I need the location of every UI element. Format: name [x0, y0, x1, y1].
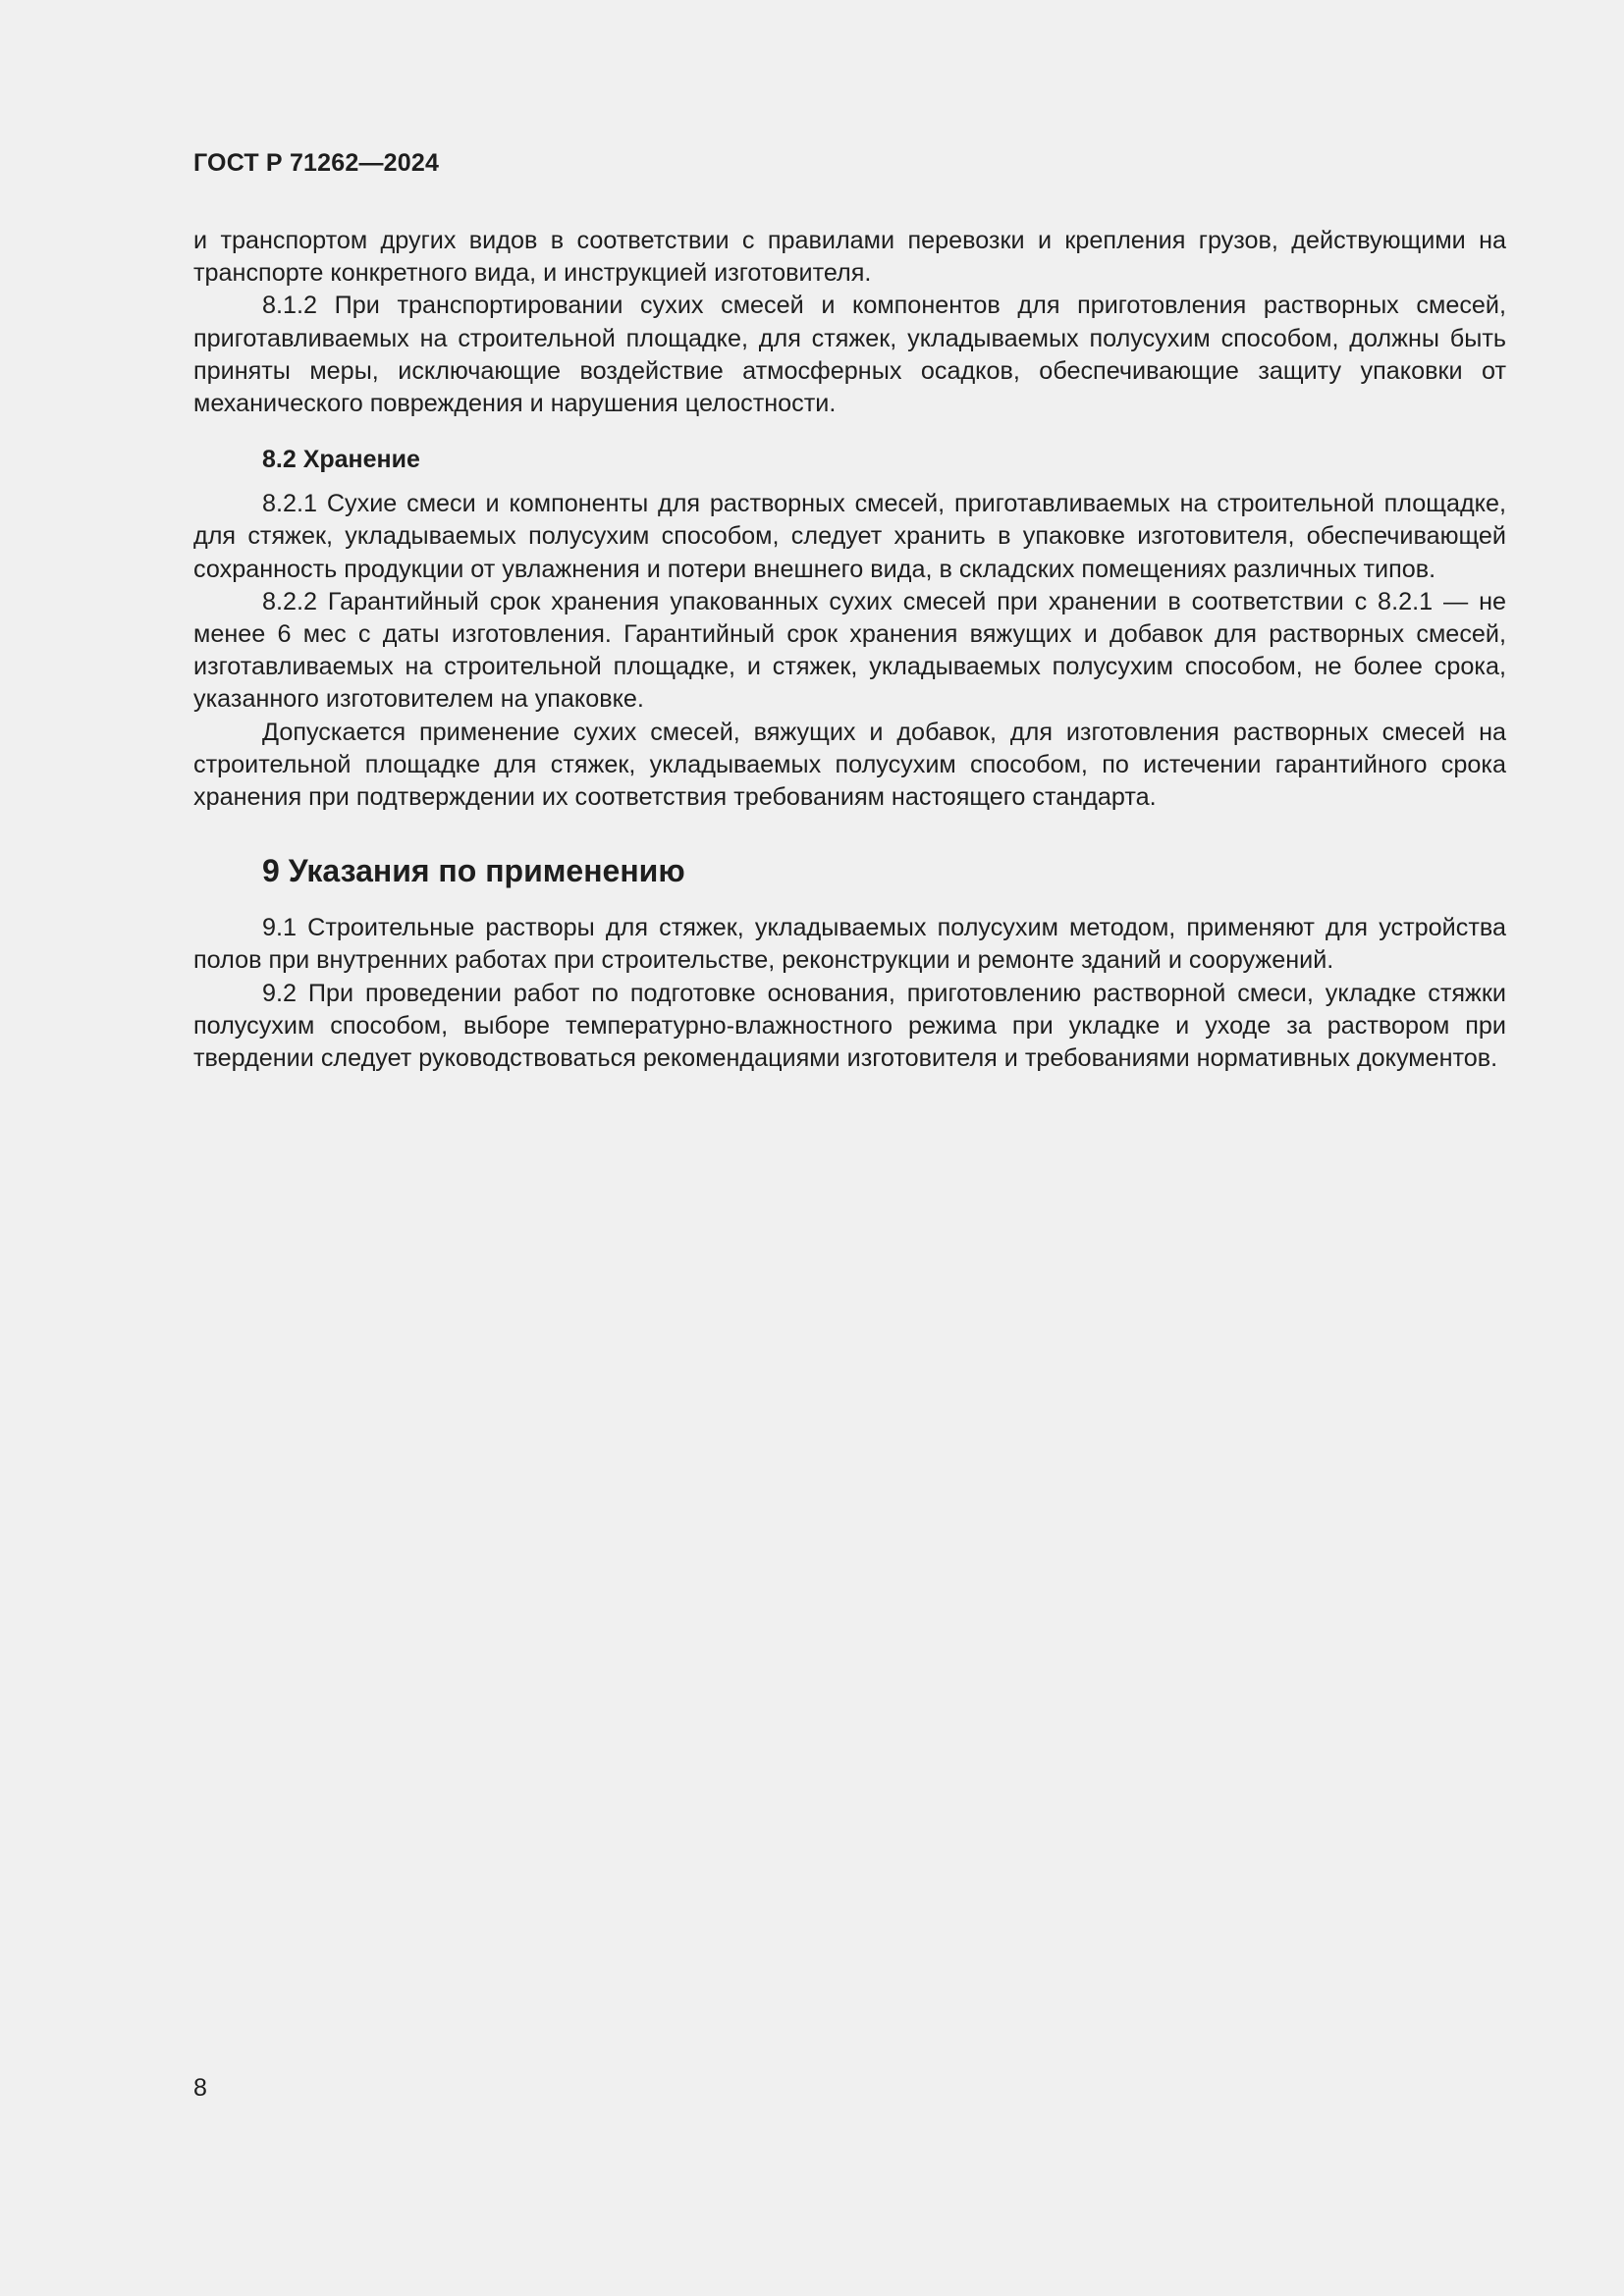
paragraph-8-2-3: Допускается применение сухих смесей, вяжущих и добавок, для изготовления растворных смесей на строительной площадке для стяжек, укладываемых полусухим способом, по истечении гарантийного срока хранения при подтверждении их соответствия требованиям настоящего стандарта.	[193, 718, 1506, 812]
paragraph-8-2-2: 8.2.2 Гарантийный срок хранения упакованных сухих смесей при хранении в соответствии с 8.2.1 — не менее 6 мес с даты изготовления. Гарантийный срок хранения вяжущих и добавок для растворных смесей, изготавливаемых на строительной площадке, и стяжек, укладываемых полусухим способом, не более срока, указанного изготовителем на упаковке.	[193, 587, 1506, 714]
document-code-header: ГОСТ Р 71262—2024	[193, 149, 440, 177]
paragraph-8-1-2: 8.1.2 При транспортировании сухих смесей и компонентов для приготовления растворных смесей, приготавливаемых на строительной площадке, для стяжек, укладываемых полусухим способом, должны быть приняты меры, исключающие воздействие атмосферных осадков, обеспечивающие защиту упаковки от механического повреждения и нарушения целостности.	[193, 292, 1506, 418]
paragraph-8-2-1: 8.2.1 Сухие смеси и компоненты для растворных смесей, приготавливаемых на строительной площадке, для стяжек, укладываемых полусухим способом, следует хранить в упаковке изготовителя, обеспечивающей сохранность продукции от увлажнения и потери внешнего вида, в складских помещениях различных типов.	[193, 490, 1506, 583]
paragraph-continuation: и транспортом других видов в соответствии с правилами перевозки и крепления грузов, действующими на транспорте конкретного вида, и инструкцией изготовителя.	[193, 227, 1506, 288]
paragraph-9-1: 9.1 Строительные растворы для стяжек, укладываемых полусухим методом, применяют для устройства полов при внутренних работах при строительстве, реконструкции и ремонте зданий и сооружений.	[193, 914, 1506, 975]
paragraph-9-2: 9.2 При проведении работ по подготовке основания, приготовлению растворной смеси, укладке стяжки полусухим способом, выборе температурно-влажностного режима при укладке и уходе за раствором при твердении следует руководствоваться рекомендациями изготовителя и требованиями нормативных документов.	[193, 979, 1506, 1073]
page-number: 8	[193, 2074, 207, 2102]
heading-9-usage: 9 Указания по применению	[262, 853, 685, 889]
heading-8-2-storage: 8.2 Хранение	[262, 446, 420, 474]
document-body	[193, 225, 1506, 1075]
